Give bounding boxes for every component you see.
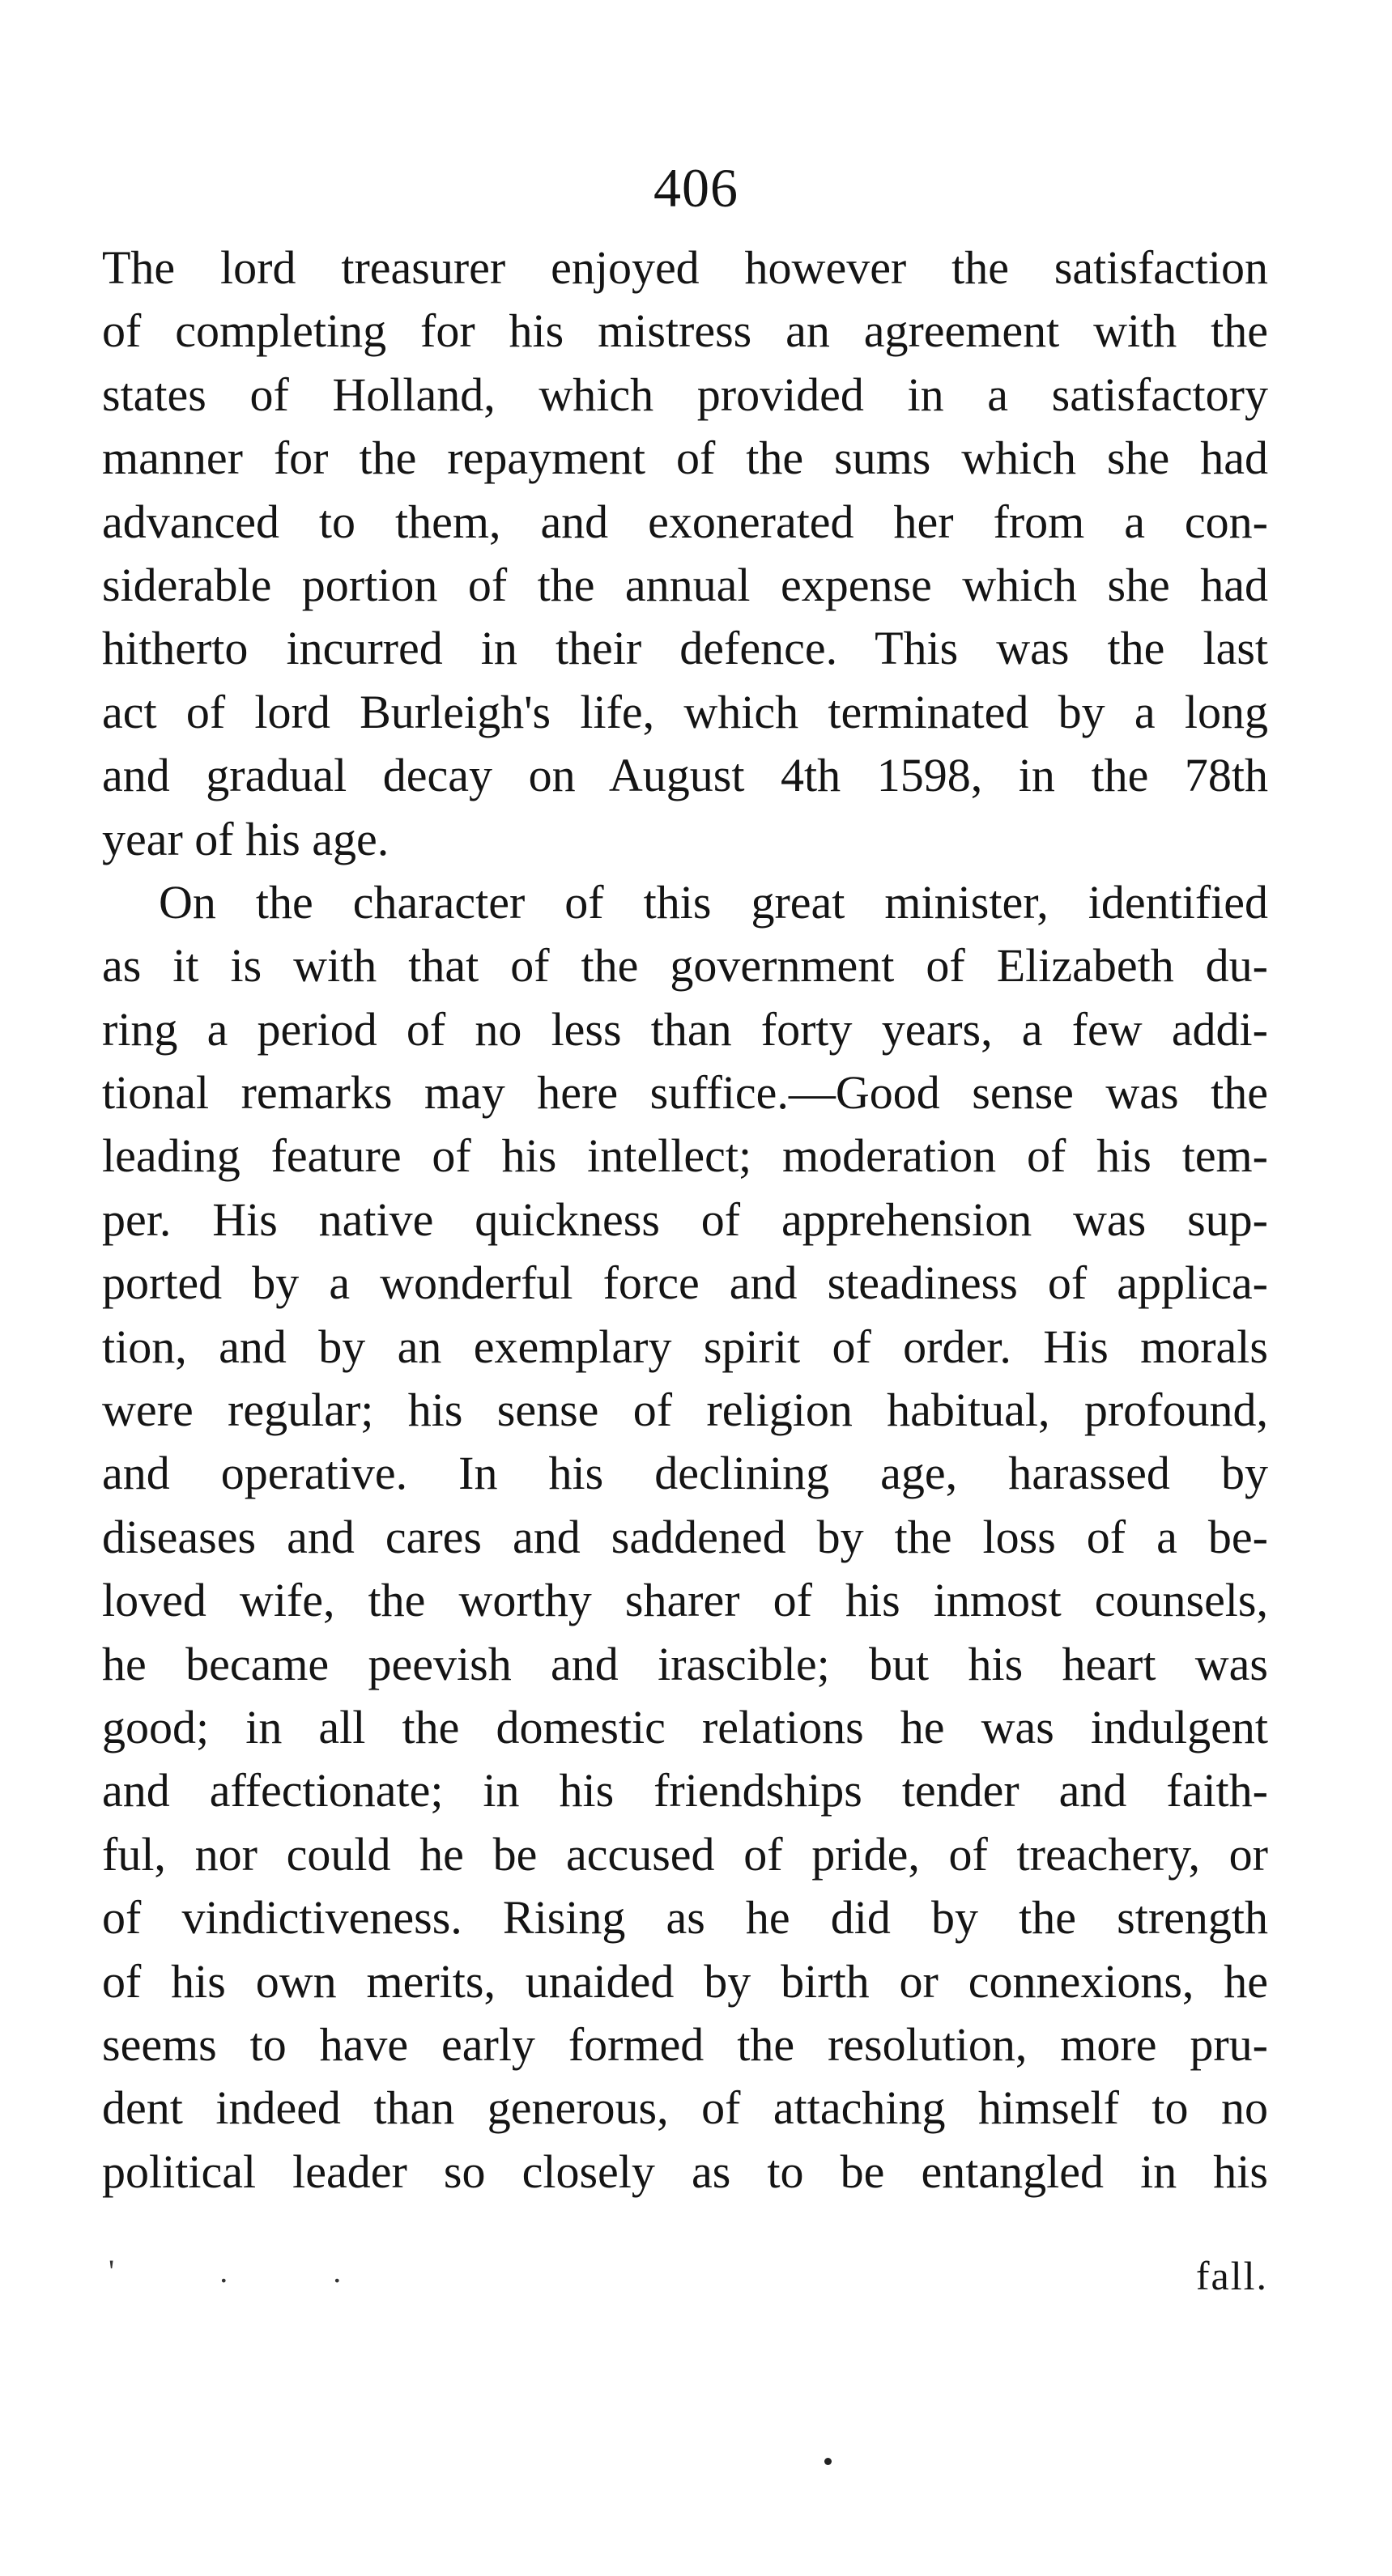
text-line: diseases and cares and saddened by the loss of a be- xyxy=(102,1510,1268,1563)
text-line: of his own merits, unaided by birth or connexions, he xyxy=(102,1954,1268,2008)
text-line: leading feature of his intellect; moderation of his tem- xyxy=(102,1129,1268,1183)
text-line: good; in all the domestic relations he was indulgent xyxy=(102,1700,1268,1753)
catchword-row xyxy=(102,2244,1268,2307)
paragraph-start-line: On the character of this great minister, identified xyxy=(159,875,1268,929)
text-line: hitherto incurred in their defence. This was the last xyxy=(102,622,1268,675)
text-line: dent indeed than generous, of attaching himself to no xyxy=(102,2081,1268,2135)
text-line: were regular; his sense of religion habitual, profound, xyxy=(102,1384,1268,1437)
text-line: of completing for his mistress an agreement with the xyxy=(102,304,1268,358)
catchword: fall. xyxy=(1195,2253,1268,2298)
text-line: ful, nor could he be accused of pride, of treachery, or xyxy=(102,1827,1268,1881)
text-line: tion, and by an exemplary spirit of order. His morals xyxy=(102,1320,1268,1373)
page-number: 406 xyxy=(653,157,739,219)
text-line: states of Holland, which provided in a satisfactory xyxy=(102,368,1268,421)
text-line: advanced to them, and exonerated her from a con- xyxy=(102,495,1268,548)
text-line: ring a period of no less than forty years, a few addi- xyxy=(102,1002,1268,1056)
text-line: and gradual decay on August 4th 1598, in the 78th xyxy=(102,749,1268,802)
text-line: loved wife, the worthy sharer of his inmost counsels, xyxy=(102,1574,1268,1627)
text-line: and operative. In his declining age, harassed by xyxy=(102,1447,1268,1500)
print-specks: ' . . xyxy=(109,2253,390,2289)
text-line: tional remarks may here suffice.—Good sense was the xyxy=(102,1066,1268,1120)
text-line: per. His native quickness of apprehension was sup- xyxy=(102,1192,1268,1246)
text-line: as it is with that of the government of Elizabeth du- xyxy=(102,939,1268,993)
text-line: siderable portion of the annual expense which she had xyxy=(102,558,1268,611)
text-line: he became peevish and irascible; but his heart was xyxy=(102,1637,1268,1690)
text-line: The lord treasurer enjoyed however the satisfaction xyxy=(102,241,1268,294)
ink-speck xyxy=(824,2458,832,2465)
text-line: ported by a wonderful force and steadiness of applica- xyxy=(102,1256,1268,1310)
text-line: political leader so closely as to be entangled in his xyxy=(102,2145,1268,2198)
text-line: act of lord Burleigh's life, which terminated by a long xyxy=(102,685,1268,738)
text-line: manner for the repayment of the sums which she had xyxy=(102,431,1268,485)
body-text xyxy=(102,236,1268,2204)
text-line: and affectionate; in his friendships tender and faith- xyxy=(102,1764,1268,1817)
text-line: of vindictiveness. Rising as he did by the strength xyxy=(102,1891,1268,1945)
paragraph-end-line: year of his age. xyxy=(102,812,390,865)
text-line: seems to have early formed the resolution, more pru- xyxy=(102,2017,1268,2071)
